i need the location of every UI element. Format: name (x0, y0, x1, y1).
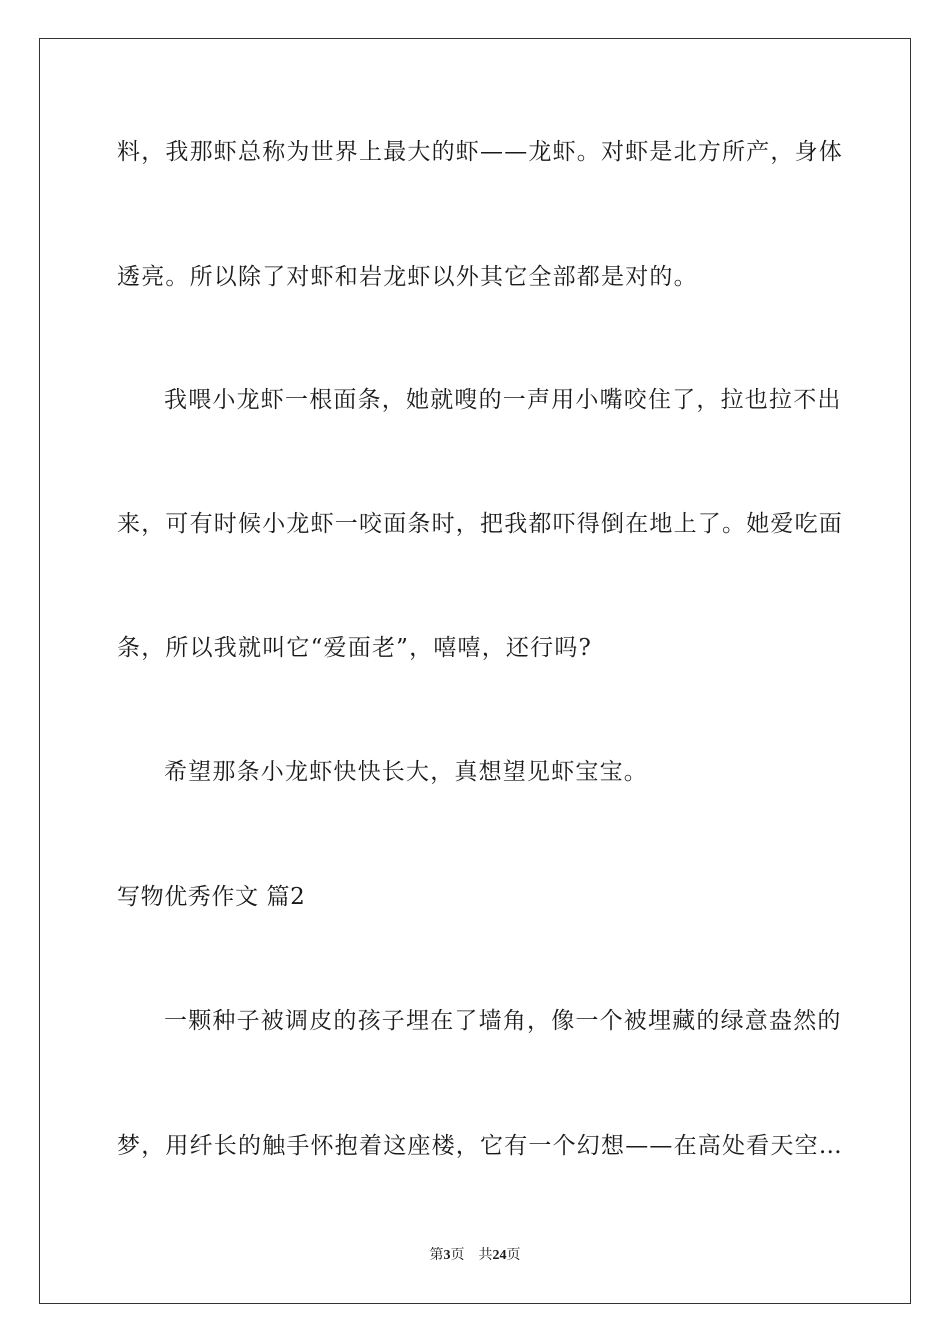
total-prefix: 共 (478, 1248, 493, 1263)
body-line-4: 条，所以我就叫它“爱面老”，嘻嘻，还行吗? (117, 635, 593, 661)
page-number: 3 (443, 1248, 451, 1263)
body-line-5: 梦，用纤长的触手怀抱着这座楼，它有一个幻想——在高处看天空… (117, 1133, 843, 1159)
body-line-1: 料，我那虾总称为世界上最大的虾——龙虾。对虾是北方所产，身体 (117, 139, 843, 165)
page-suffix: 页 (450, 1248, 465, 1263)
page-footer (0, 1247, 950, 1265)
body-line-3: 来，可有时候小龙虾一咬面条时，把我都吓得倒在地上了。她爱吃面 (117, 511, 843, 537)
body-line-2: 透亮。所以除了对虾和岩龙虾以外其它全部都是对的。 (117, 264, 698, 290)
total-suffix: 页 (506, 1248, 521, 1263)
total-pages: 24 (492, 1248, 507, 1263)
paragraph-line-1: 我喂小龙虾一根面条，她就嗖的一声用小嘴咬住了，拉也拉不出 (164, 387, 842, 413)
section-heading: 写物优秀作文 篇2 (117, 884, 306, 910)
paragraph-line-3: 一颗种子被调皮的孩子埋在了墙角，像一个被埋藏的绿意盎然的 (164, 1008, 842, 1034)
page-prefix: 第 (429, 1248, 444, 1263)
paragraph-line-2: 希望那条小龙虾快快长大，真想望见虾宝宝。 (164, 759, 648, 785)
page-border (39, 38, 911, 1304)
